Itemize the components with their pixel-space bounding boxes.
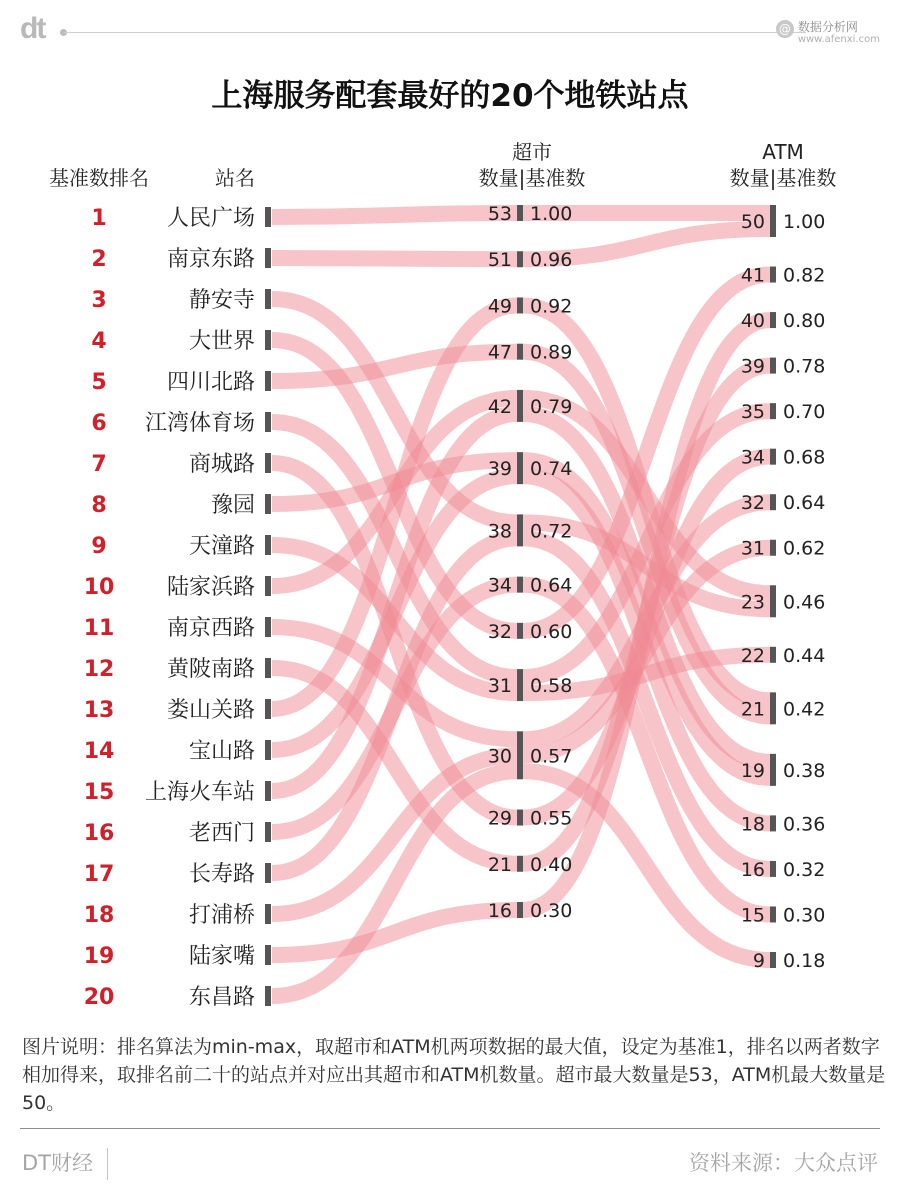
station-bar <box>265 207 271 227</box>
supermarket-index-label: 0.55 <box>530 807 573 830</box>
atm-count-label: 21 <box>740 698 765 721</box>
station-bar <box>265 576 271 596</box>
station-bar <box>265 986 271 1006</box>
atm-index-label: 0.44 <box>783 644 826 667</box>
atm-index-label: 0.80 <box>783 310 826 333</box>
supermarket-node-bar <box>517 344 523 360</box>
supermarket-node-bar <box>517 297 523 313</box>
atm-node-bar <box>770 585 776 617</box>
supermarket-index-label: 0.89 <box>530 341 573 364</box>
station-label: 江湾体育场 <box>144 411 255 436</box>
atm-count-label: 15 <box>740 904 765 927</box>
supermarket-column-title: 超市 <box>512 140 552 164</box>
rank-label: 2 <box>91 247 107 272</box>
station-label: 东昌路 <box>188 985 255 1010</box>
station-label: 上海火车站 <box>144 780 255 805</box>
station-bar <box>265 494 271 514</box>
atm-count-label: 19 <box>740 759 765 782</box>
atm-index-label: 0.18 <box>783 950 826 972</box>
station-label: 豫园 <box>210 493 255 518</box>
atm-node-bar <box>770 861 776 877</box>
at-icon: @ <box>776 20 794 38</box>
atm-column-title: ATM <box>762 140 804 164</box>
supermarket-node-bar <box>517 251 523 267</box>
supermarket-node-bar <box>517 623 523 639</box>
supermarket-count-label: 38 <box>487 520 512 543</box>
station-label: 南京东路 <box>166 247 255 272</box>
supermarket-node-bar <box>517 810 523 826</box>
atm-node-bar <box>770 692 776 724</box>
supermarket-count-label: 49 <box>487 295 512 318</box>
rank-label: 10 <box>83 575 115 600</box>
rank-label: 15 <box>83 780 115 805</box>
station-label: 宝山路 <box>188 739 255 764</box>
rank-label: 4 <box>91 329 107 354</box>
station-bar <box>265 658 271 678</box>
station-bar <box>265 453 271 473</box>
flow-bands <box>272 213 770 996</box>
supermarket-count-label: 31 <box>487 675 512 698</box>
atm-index-label: 0.36 <box>783 813 826 836</box>
supermarket-index-label: 0.57 <box>530 745 573 768</box>
atm-index-label: 0.32 <box>783 858 826 881</box>
rank-label: 9 <box>91 534 107 559</box>
supermarket-count-label: 30 <box>487 745 512 768</box>
station-bar <box>265 535 271 555</box>
watermark-name: 数据分析网 <box>797 20 858 34</box>
station-label: 南京西路 <box>166 616 255 641</box>
rank-label: 14 <box>83 739 115 764</box>
supermarket-index-label: 0.60 <box>530 620 573 643</box>
supermarket-node-bar <box>517 577 523 593</box>
supermarket-count-label: 32 <box>487 620 512 643</box>
flow-band-station-supermarket <box>272 213 517 217</box>
atm-node-bar <box>770 494 776 510</box>
atm-node-bar <box>770 754 776 786</box>
atm-count-label: 32 <box>740 492 765 515</box>
station-bar <box>265 699 271 719</box>
rank-label: 12 <box>83 657 115 682</box>
rank-label: 16 <box>83 821 115 846</box>
rank-label: 1 <box>91 206 107 231</box>
station-label: 天潼路 <box>188 534 255 559</box>
footer-divider <box>20 1128 880 1129</box>
atm-node-bar <box>770 647 776 663</box>
atm-column-subtitle: 数量|基准数 <box>729 166 837 190</box>
supermarket-count-label: 16 <box>487 900 512 922</box>
atm-index-label: 0.62 <box>783 537 826 560</box>
atm-count-label: 41 <box>740 264 765 287</box>
supermarket-index-label: 1.00 <box>530 203 573 225</box>
rank-column-header: 基准数排名 <box>49 166 149 190</box>
atm-index-label: 0.42 <box>783 698 826 721</box>
atm-node-bar <box>770 906 776 922</box>
atm-node-bar <box>770 952 776 968</box>
supermarket-index-label: 0.72 <box>530 520 573 543</box>
rank-label: 8 <box>91 493 107 518</box>
supermarket-node-bar <box>517 669 523 701</box>
station-label: 陆家嘴 <box>188 944 255 969</box>
atm-index-label: 1.00 <box>783 211 826 233</box>
station-bar <box>265 371 271 391</box>
atm-count-label: 9 <box>752 950 765 972</box>
station-column-header: 站名 <box>215 166 255 190</box>
supermarket-node-bar <box>517 902 523 918</box>
supermarket-node-bar <box>517 856 523 872</box>
station-bar <box>265 617 271 637</box>
atm-count-label: 39 <box>740 355 765 378</box>
atm-count-label: 35 <box>740 401 765 424</box>
atm-index-label: 0.78 <box>783 355 826 378</box>
atm-index-label: 0.46 <box>783 591 826 614</box>
station-label: 娄山关路 <box>166 698 255 723</box>
dt-logo: dt <box>20 12 45 45</box>
supermarket-count-label: 51 <box>487 249 512 272</box>
rank-label: 19 <box>83 944 115 969</box>
atm-count-label: 40 <box>740 310 765 333</box>
supermarket-index-label: 0.96 <box>530 249 573 272</box>
supermarket-count-label: 47 <box>487 341 512 364</box>
station-bar <box>265 945 271 965</box>
supermarket-node-bar <box>517 731 523 779</box>
station-label: 打浦桥 <box>188 903 255 928</box>
supermarket-index-label: 0.79 <box>530 395 573 418</box>
atm-count-label: 23 <box>740 591 765 614</box>
supermarket-index-label: 0.92 <box>530 295 573 318</box>
chart-note: 图片说明：排名算法为min-max，取超市和ATM机两项数据的最大值，设定为基准1，排名以两者数字相加得来，取排名前二十的站点并对应出其超市和ATM机数量。超市最大数量是53，ATM机最大数量是50。 <box>22 1036 886 1114</box>
atm-count-label: 16 <box>740 858 765 881</box>
atm-node-bar <box>770 449 776 465</box>
supermarket-count-label: 29 <box>487 807 512 830</box>
station-label: 老西门 <box>188 821 255 846</box>
atm-count-label: 34 <box>740 446 765 469</box>
atm-node-bar <box>770 312 776 328</box>
atm-count-label: 22 <box>740 644 765 667</box>
rank-label: 3 <box>91 288 107 313</box>
atm-index-label: 0.82 <box>783 264 826 287</box>
supermarket-node-bar <box>517 452 523 484</box>
supermarket-count-label: 21 <box>487 853 512 876</box>
chart-title: 上海服务配套最好的20个地铁站点 <box>211 78 689 114</box>
station-bar <box>265 822 271 842</box>
station-label: 陆家浜路 <box>166 575 255 600</box>
atm-node-bar <box>770 815 776 831</box>
station-bar <box>265 412 271 432</box>
station-label: 黄陂南路 <box>166 657 255 682</box>
rank-label: 6 <box>91 411 107 436</box>
station-bar <box>265 740 271 760</box>
atm-count-label: 18 <box>740 813 765 836</box>
station-bar <box>265 863 271 883</box>
footer-brand: DT财经 <box>22 1148 108 1180</box>
supermarket-count-label: 39 <box>487 458 512 481</box>
station-label: 四川北路 <box>166 370 255 395</box>
atm-node-bar <box>770 267 776 283</box>
atm-count-label: 31 <box>740 537 765 560</box>
supermarket-node-bar <box>517 205 523 221</box>
rank-label: 11 <box>83 616 115 641</box>
atm-node-bar <box>770 540 776 556</box>
atm-node-bar <box>770 403 776 419</box>
supermarket-node-bar <box>517 514 523 546</box>
station-label: 大世界 <box>188 329 255 354</box>
rank-label: 17 <box>83 862 115 887</box>
atm-index-label: 0.70 <box>783 401 826 424</box>
atm-index-label: 0.38 <box>783 759 826 782</box>
station-bar <box>265 781 271 801</box>
supermarket-index-label: 0.64 <box>530 574 573 597</box>
station-bar <box>265 904 271 924</box>
station-bar <box>265 248 271 268</box>
atm-count-label: 50 <box>740 211 765 233</box>
footer-source: 资料来源：大众点评 <box>689 1151 878 1175</box>
atm-index-label: 0.64 <box>783 492 826 515</box>
supermarket-index-label: 0.74 <box>530 458 573 481</box>
rank-label: 20 <box>83 985 115 1010</box>
station-label: 静安寺 <box>188 288 255 313</box>
watermark-url: www.afenxi.com <box>797 34 880 45</box>
supermarket-node-bar <box>517 390 523 422</box>
supermarket-index-label: 0.30 <box>530 900 573 922</box>
atm-index-label: 0.68 <box>783 446 826 469</box>
supermarket-index-label: 0.40 <box>530 853 573 876</box>
rank-label: 13 <box>83 698 115 723</box>
supermarket-count-label: 53 <box>487 203 512 225</box>
flow-band-station-supermarket <box>272 258 517 259</box>
supermarket-column-subtitle: 数量|基准数 <box>478 166 586 190</box>
atm-node-bar <box>770 358 776 374</box>
station-label: 商城路 <box>188 452 255 477</box>
station-label: 长寿路 <box>188 862 255 887</box>
atm-index-label: 0.30 <box>783 904 826 927</box>
supermarket-count-label: 34 <box>487 574 512 597</box>
rank-label: 5 <box>91 370 107 395</box>
station-label: 人民广场 <box>166 206 255 231</box>
rank-label: 18 <box>83 903 115 928</box>
station-bar <box>265 330 271 350</box>
supermarket-index-label: 0.58 <box>530 675 573 698</box>
station-bar <box>265 289 271 309</box>
supermarket-count-label: 42 <box>487 395 512 418</box>
atm-node-bar <box>770 205 776 237</box>
rank-label: 7 <box>91 452 107 477</box>
